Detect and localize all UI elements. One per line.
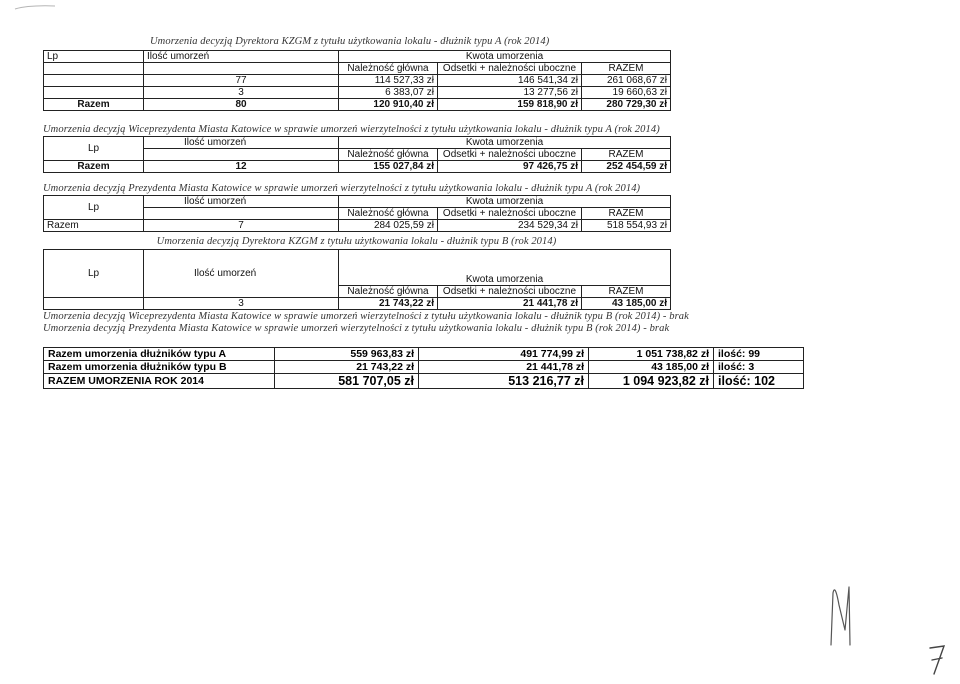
empty-cell	[44, 75, 144, 87]
razem-header: RAZEM	[582, 63, 671, 75]
total-razem: 518 554,93 zł	[582, 220, 671, 232]
naleznosc-header: Należność główna	[339, 208, 438, 220]
total-odsetki: 97 426,75 zł	[438, 161, 582, 173]
razem-header: RAZEM	[582, 208, 671, 220]
total-row	[44, 99, 671, 111]
odsetki-cell: 146 541,34 zł	[438, 75, 582, 87]
empty-cell	[144, 63, 339, 75]
odsetki-header: Odsetki + należności uboczne	[438, 208, 582, 220]
handwritten-initials	[815, 575, 865, 655]
empty-cell	[44, 298, 144, 310]
summary-naleznosc: 559 963,83 zł	[275, 348, 419, 361]
lp-header: Lp	[44, 51, 144, 63]
total-ilosc: 3	[144, 298, 339, 310]
total-naleznosc: 155 027,84 zł	[339, 161, 438, 173]
odsetki-header: Odsetki + należności uboczne	[438, 149, 582, 161]
table-row	[44, 87, 671, 99]
total-label: Razem	[44, 161, 144, 173]
section-d-table	[43, 249, 671, 310]
total-label: Razem	[44, 220, 144, 232]
section-b-caption: Umorzenia decyzją Wiceprezydenta Miasta Katowice w sprawie umorzeń wierzytelności z tytułu użytkowania lokalu - dłużnik typu A (rok 2014)	[43, 124, 660, 135]
header-row	[44, 250, 671, 286]
scan-artifact	[14, 4, 56, 10]
empty-cell	[144, 149, 339, 161]
odsetki-cell: 13 277,56 zł	[438, 87, 582, 99]
empty-cell	[44, 87, 144, 99]
section-a-caption: Umorzenia decyzją Dyrektora KZGM z tytułu użytkowania lokalu - dłużnik typu A (rok 2014)	[150, 36, 550, 47]
ilosc-header: Ilość umorzeń	[144, 137, 339, 149]
razem-cell: 261 068,67 zł	[582, 75, 671, 87]
razem-header: RAZEM	[582, 149, 671, 161]
section-b-table	[43, 136, 671, 173]
empty-cell	[44, 63, 144, 75]
total-ilosc: 7	[144, 220, 339, 232]
kwota-header: Kwota umorzenia	[339, 250, 671, 286]
kwota-header: Kwota umorzenia	[339, 137, 671, 149]
header-row	[44, 51, 671, 63]
summary-naleznosc: 21 743,22 zł	[275, 361, 419, 374]
total-razem: 43 185,00 zł	[582, 298, 671, 310]
total-naleznosc: 120 910,40 zł	[339, 99, 438, 111]
total-row	[44, 220, 671, 232]
naleznosc-cell: 6 383,07 zł	[339, 87, 438, 99]
lp-header: Lp	[44, 137, 144, 161]
summary-odsetki: 491 774,99 zł	[419, 348, 589, 361]
summary-razem: 1 051 738,82 zł	[589, 348, 714, 361]
total-label: Razem	[44, 99, 144, 111]
summary-table	[43, 347, 804, 389]
summary-ilosc: ilość: 99	[714, 348, 804, 361]
note-vice-president-type-b: Umorzenia decyzją Wiceprezydenta Miasta Katowice w sprawie umorzeń wierzytelności z tytułu użytkowania lokalu - dłużnik typu B (rok 2014) - brak	[43, 311, 689, 322]
summary-ilosc: ilość: 102	[714, 374, 804, 389]
ilosc-header: Ilość umorzeń	[144, 51, 339, 63]
lp-header: Lp	[44, 250, 144, 298]
total-row	[44, 161, 671, 173]
summary-ilosc: ilość: 3	[714, 361, 804, 374]
summary-grand-total-row	[44, 374, 804, 389]
summary-odsetki: 21 441,78 zł	[419, 361, 589, 374]
note-president-type-b: Umorzenia decyzją Prezydenta Miasta Katowice w sprawie umorzeń wierzytelności z tytułu użytkowania lokalu - dłużnik typu B (rok 2014) - brak	[43, 323, 670, 334]
total-odsetki: 234 529,34 zł	[438, 220, 582, 232]
summary-razem: 43 185,00 zł	[589, 361, 714, 374]
kwota-header: Kwota umorzenia	[339, 51, 671, 63]
summary-razem: 1 094 923,82 zł	[589, 374, 714, 389]
ilosc-cell: 77	[144, 75, 339, 87]
section-a-table	[43, 50, 671, 111]
razem-header: RAZEM	[582, 286, 671, 298]
empty-cell	[144, 208, 339, 220]
total-ilosc: 12	[144, 161, 339, 173]
summary-naleznosc: 581 707,05 zł	[275, 374, 419, 389]
odsetki-header: Odsetki + należności uboczne	[438, 286, 582, 298]
ilosc-header: Ilość umorzeń	[144, 196, 339, 208]
ilosc-header: Ilość umorzeń	[144, 250, 339, 298]
summary-odsetki: 513 216,77 zł	[419, 374, 589, 389]
total-row	[44, 298, 671, 310]
naleznosc-header: Należność główna	[339, 63, 438, 75]
subheader-row	[44, 63, 671, 75]
summary-label: Razem umorzenia dłużników typu B	[44, 361, 275, 374]
total-naleznosc: 284 025,59 zł	[339, 220, 438, 232]
section-d-caption: Umorzenia decyzją Dyrektora KZGM z tytułu użytkowania lokalu - dłużnik typu B (rok 2014)	[156, 236, 557, 247]
total-razem: 252 454,59 zł	[582, 161, 671, 173]
total-odsetki: 159 818,90 zł	[438, 99, 582, 111]
section-c-table	[43, 195, 671, 232]
lp-header: Lp	[44, 196, 144, 220]
naleznosc-header: Należność główna	[339, 286, 438, 298]
summary-row	[44, 361, 804, 374]
table-row	[44, 75, 671, 87]
total-razem: 280 729,30 zł	[582, 99, 671, 111]
summary-row	[44, 348, 804, 361]
summary-label: RAZEM UMORZENIA ROK 2014	[44, 374, 275, 389]
razem-cell: 19 660,63 zł	[582, 87, 671, 99]
total-odsetki: 21 441,78 zł	[438, 298, 582, 310]
header-row	[44, 196, 671, 208]
summary-label: Razem umorzenia dłużników typu A	[44, 348, 275, 361]
kwota-header: Kwota umorzenia	[339, 196, 671, 208]
handwritten-page-number	[924, 640, 952, 680]
header-row	[44, 137, 671, 149]
naleznosc-cell: 114 527,33 zł	[339, 75, 438, 87]
odsetki-header: Odsetki + należności uboczne	[438, 63, 582, 75]
naleznosc-header: Należność główna	[339, 149, 438, 161]
section-c-caption: Umorzenia decyzją Prezydenta Miasta Katowice w sprawie umorzeń wierzytelności z tytułu użytkowania lokalu - dłużnik typu A (rok 2014)	[43, 183, 641, 194]
ilosc-cell: 3	[144, 87, 339, 99]
total-ilosc: 80	[144, 99, 339, 111]
total-naleznosc: 21 743,22 zł	[339, 298, 438, 310]
